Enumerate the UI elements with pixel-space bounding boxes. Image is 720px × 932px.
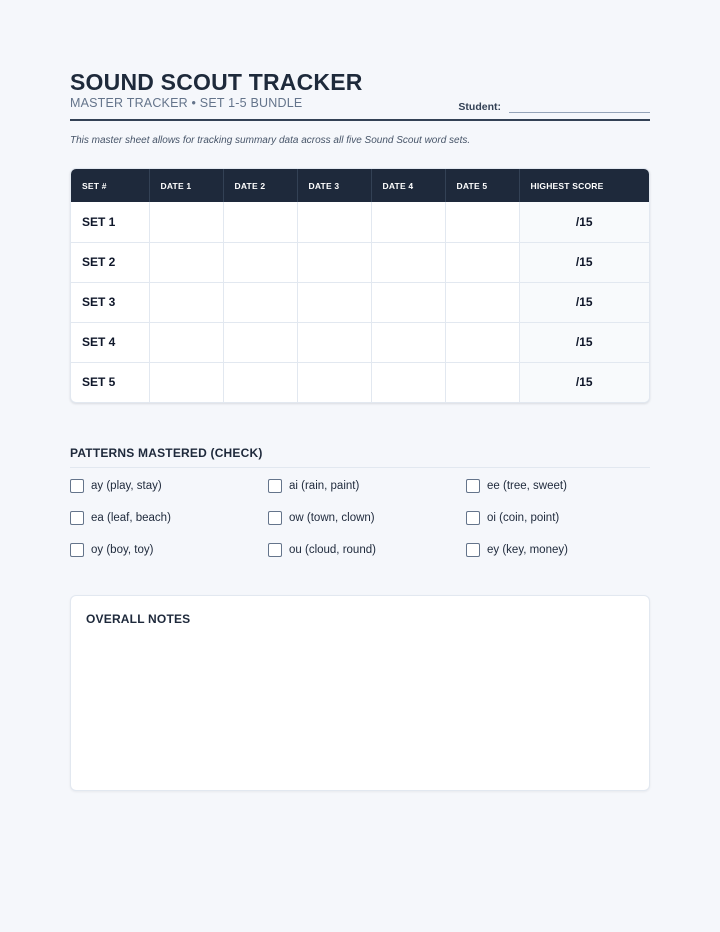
patterns-divider [70, 467, 650, 468]
date-cell[interactable] [371, 282, 445, 322]
column-header-date-2: DATE 2 [223, 169, 297, 202]
column-header-set: SET # [71, 169, 149, 202]
date-cell[interactable] [297, 202, 371, 242]
table-row [71, 202, 649, 242]
score-cell[interactable]: /15 [519, 202, 649, 242]
pattern-label: oy (boy, toy) [91, 543, 154, 556]
date-cell[interactable] [149, 202, 223, 242]
pattern-item[interactable] [70, 541, 268, 558]
date-cell[interactable] [371, 242, 445, 282]
set-cell: SET 5 [71, 362, 149, 402]
page-title: SOUND SCOUT TRACKER [70, 69, 363, 95]
pattern-item[interactable] [466, 541, 650, 558]
patterns-title: PATTERNS MASTERED (CHECK) [70, 446, 263, 460]
date-cell[interactable] [223, 282, 297, 322]
set-cell: SET 4 [71, 322, 149, 362]
student-field [458, 100, 650, 113]
intro-text: This master sheet allows for tracking summary data across all five Sound Scout word sets. [70, 135, 471, 146]
column-header-date-4: DATE 4 [371, 169, 445, 202]
date-cell[interactable] [149, 362, 223, 402]
date-cell[interactable] [445, 282, 519, 322]
date-cell[interactable] [223, 242, 297, 282]
checkbox[interactable] [268, 511, 282, 525]
pattern-label: ow (town, clown) [289, 511, 375, 524]
date-cell[interactable] [297, 322, 371, 362]
notes-title: OVERALL NOTES [86, 612, 191, 626]
notes-box[interactable] [70, 595, 650, 791]
date-cell[interactable] [149, 322, 223, 362]
date-cell[interactable] [223, 322, 297, 362]
page-subtitle: MASTER TRACKER • SET 1-5 BUNDLE [70, 96, 303, 110]
table-header-row [71, 169, 649, 202]
column-header-highest-score: HIGHEST SCORE [519, 169, 649, 202]
checkbox[interactable] [70, 511, 84, 525]
tracker-table [70, 168, 650, 403]
date-cell[interactable] [149, 282, 223, 322]
score-cell[interactable]: /15 [519, 362, 649, 402]
pattern-label: ay (play, stay) [91, 479, 162, 492]
pattern-label: ee (tree, sweet) [487, 479, 567, 492]
checkbox[interactable] [268, 479, 282, 493]
set-cell: SET 2 [71, 242, 149, 282]
pattern-item[interactable] [466, 477, 650, 494]
table-row [71, 322, 649, 362]
pattern-label: oi (coin, point) [487, 511, 560, 524]
table-row [71, 242, 649, 282]
patterns-checklist [70, 477, 650, 558]
date-cell[interactable] [223, 202, 297, 242]
date-cell[interactable] [445, 362, 519, 402]
student-label: Student: [458, 101, 501, 113]
pattern-item[interactable] [466, 509, 650, 526]
pattern-item[interactable] [70, 477, 268, 494]
column-header-date-5: DATE 5 [445, 169, 519, 202]
pattern-item[interactable] [70, 509, 268, 526]
date-cell[interactable] [297, 242, 371, 282]
pattern-item[interactable] [268, 509, 466, 526]
score-cell[interactable]: /15 [519, 282, 649, 322]
date-cell[interactable] [297, 282, 371, 322]
checkbox[interactable] [70, 543, 84, 557]
date-cell[interactable] [371, 362, 445, 402]
header-row [70, 96, 650, 118]
date-cell[interactable] [149, 242, 223, 282]
score-cell[interactable]: /15 [519, 322, 649, 362]
checkbox[interactable] [466, 479, 480, 493]
set-cell: SET 3 [71, 282, 149, 322]
pattern-item[interactable] [268, 477, 466, 494]
checkbox[interactable] [466, 543, 480, 557]
date-cell[interactable] [371, 202, 445, 242]
date-cell[interactable] [445, 202, 519, 242]
date-cell[interactable] [445, 322, 519, 362]
pattern-label: ai (rain, paint) [289, 479, 360, 492]
checkbox[interactable] [466, 511, 480, 525]
date-cell[interactable] [223, 362, 297, 402]
pattern-label: ea (leaf, beach) [91, 511, 171, 524]
column-header-date-3: DATE 3 [297, 169, 371, 202]
pattern-label: ey (key, money) [487, 543, 568, 556]
pattern-label: ou (cloud, round) [289, 543, 376, 556]
score-cell[interactable]: /15 [519, 242, 649, 282]
set-cell: SET 1 [71, 202, 149, 242]
student-name-line[interactable] [509, 100, 650, 113]
date-cell[interactable] [297, 362, 371, 402]
checkbox[interactable] [70, 479, 84, 493]
date-cell[interactable] [445, 242, 519, 282]
checkbox[interactable] [268, 543, 282, 557]
table-row [71, 282, 649, 322]
table-row [71, 362, 649, 402]
tracker-page [70, 68, 650, 791]
pattern-item[interactable] [268, 541, 466, 558]
column-header-date-1: DATE 1 [149, 169, 223, 202]
date-cell[interactable] [371, 322, 445, 362]
header-divider [70, 119, 650, 121]
